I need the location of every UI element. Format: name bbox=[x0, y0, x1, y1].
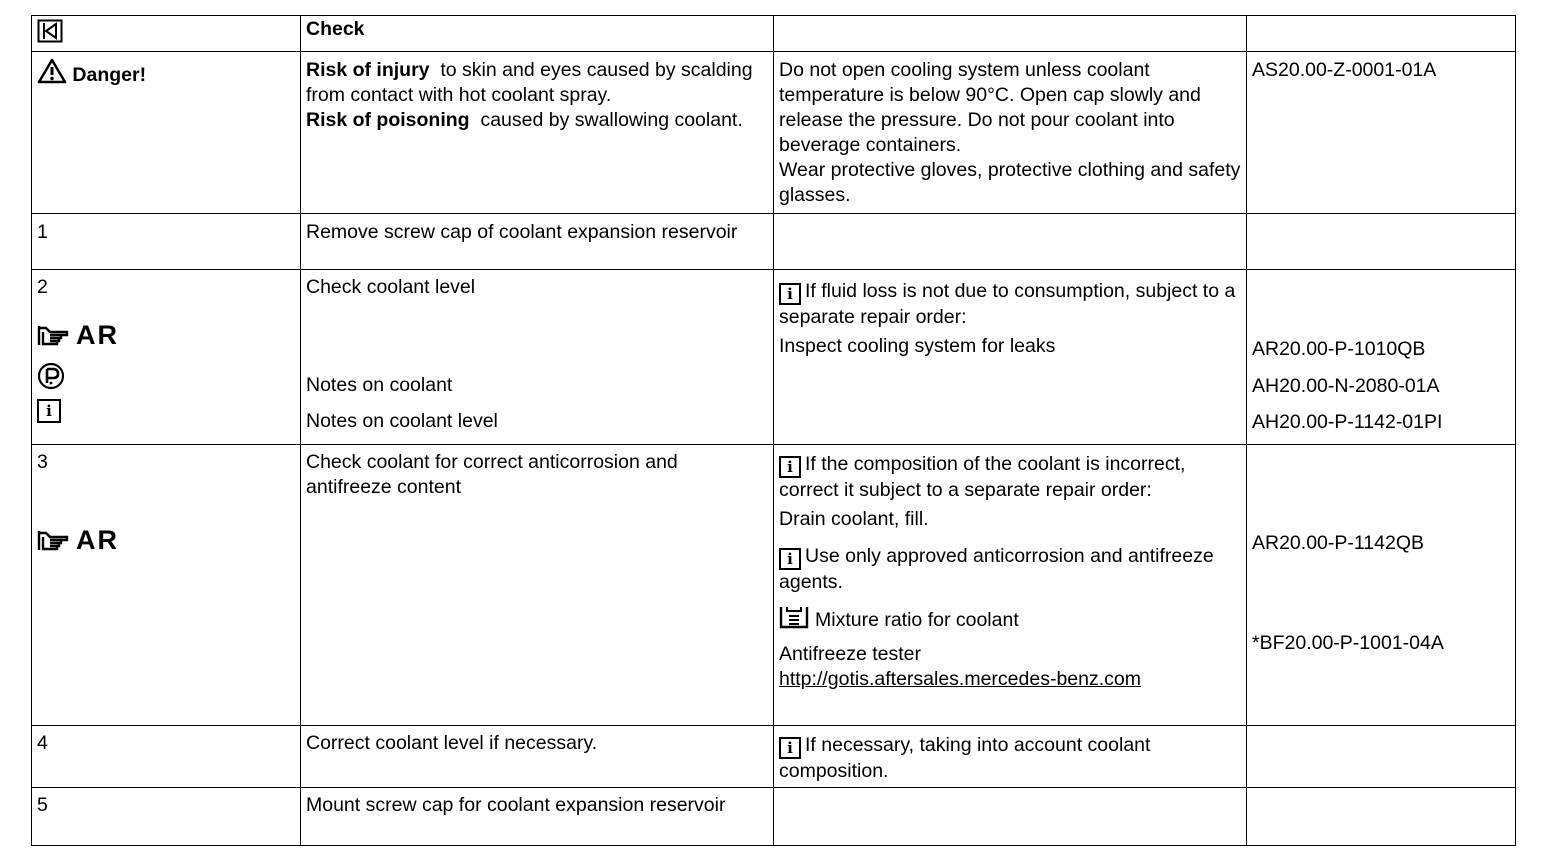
header-col3 bbox=[774, 16, 1247, 52]
step3-note-1: i If the composition of the coolant is incorrect, correct it subject to a separate repair order: bbox=[779, 453, 1186, 501]
step2-col2 bbox=[301, 270, 774, 445]
pointing-hand-icon bbox=[37, 323, 73, 347]
danger-measure-2: Wear protective gloves, protective clothing and safety glasses. bbox=[779, 159, 1241, 206]
step-number: 1 bbox=[32, 214, 301, 270]
ar-text-label: AR bbox=[76, 320, 119, 350]
step-ref-cell bbox=[1247, 726, 1516, 788]
step-note-cell bbox=[774, 214, 1247, 270]
info-icon[interactable]: i bbox=[37, 396, 295, 423]
step-row-3 bbox=[32, 445, 1516, 726]
step2-col3 bbox=[774, 270, 1247, 445]
danger-measure-1: Do not open cooling system unless coolant temperature is below 90°C. Open cap slowly and release the pressure. Do not pour coolant into beverage containers. bbox=[779, 59, 1201, 156]
danger-ref-cell bbox=[1247, 52, 1516, 214]
notes-circle-icon[interactable] bbox=[37, 362, 295, 392]
step-row-4 bbox=[32, 726, 1516, 788]
step-text: Remove screw cap of coolant expansion reservoir bbox=[301, 214, 774, 270]
header-check-label: Check bbox=[306, 18, 365, 40]
step3-col2 bbox=[301, 445, 774, 726]
step-note-cell bbox=[774, 788, 1247, 846]
step-number: 5 bbox=[32, 788, 301, 846]
antifreeze-tester-link[interactable]: http://gotis.aftersales.mercedes-benz.com bbox=[779, 668, 1141, 690]
danger-row bbox=[32, 52, 1516, 214]
antifreeze-tester-label: Antifreeze tester bbox=[779, 643, 921, 665]
info-icon: i bbox=[779, 283, 801, 305]
step4-note: i If necessary, taking into account coolant composition. bbox=[779, 734, 1151, 782]
pointing-hand-icon bbox=[37, 528, 73, 552]
step-number: 3 bbox=[37, 451, 48, 473]
ar-label[interactable] bbox=[37, 525, 119, 555]
warning-triangle-icon bbox=[37, 58, 67, 91]
notes-coolant-ref-link[interactable]: AH20.00-N-2080-01A bbox=[1252, 375, 1440, 397]
step-text: Mount screw cap for coolant expansion reservoir bbox=[301, 788, 774, 846]
step-ref-cell bbox=[1247, 214, 1516, 270]
step-ref-cell bbox=[1247, 788, 1516, 846]
notes-coolant-text: Notes on coolant bbox=[306, 374, 453, 396]
step-text: Check coolant level bbox=[306, 276, 476, 298]
mixture-row: Mixture ratio for coolant bbox=[779, 605, 1241, 636]
header-col2 bbox=[301, 16, 774, 52]
step2-col1 bbox=[32, 270, 301, 445]
header-row bbox=[32, 16, 1516, 52]
info-icon: i bbox=[779, 456, 801, 478]
risk-injury-label: Risk of injury bbox=[306, 59, 430, 81]
back-arrow-icon[interactable] bbox=[37, 19, 63, 50]
notes-level-ref-link[interactable]: AH20.00-P-1142-01PI bbox=[1252, 411, 1443, 433]
ar-label[interactable] bbox=[37, 320, 119, 350]
risk-poisoning-label: Risk of poisoning bbox=[306, 109, 470, 131]
ar-ref-link[interactable]: AR20.00-P-1010QB bbox=[1252, 338, 1426, 360]
risk-poisoning-text: caused by swallowing coolant. bbox=[480, 109, 743, 131]
danger-label: Danger! bbox=[72, 64, 147, 86]
step3-col1 bbox=[32, 445, 301, 726]
info-icon: i bbox=[779, 737, 801, 759]
header-col4 bbox=[1247, 16, 1516, 52]
danger-risk-cell bbox=[301, 52, 774, 214]
step-number: 4 bbox=[32, 726, 301, 788]
step-row-5 bbox=[32, 788, 1516, 846]
procedure-table bbox=[31, 15, 1516, 846]
danger-label-cell bbox=[32, 52, 301, 214]
step3-col3 bbox=[774, 445, 1247, 726]
notes-level-text: Notes on coolant level bbox=[306, 410, 498, 432]
step3-col4 bbox=[1247, 445, 1516, 726]
step2-col4 bbox=[1247, 270, 1516, 445]
step-number: 2 bbox=[37, 276, 48, 298]
ar-text-label: AR bbox=[76, 525, 119, 555]
step3-note-2: i Use only approved anticorrosion and antifreeze agents. bbox=[779, 545, 1214, 593]
step4-col3 bbox=[774, 726, 1247, 788]
risk-injury-text: to skin and eyes caused by scalding from contact with hot coolant spray. bbox=[306, 59, 753, 106]
step-row-2 bbox=[32, 270, 1516, 445]
ar-task-text: Drain coolant, fill. bbox=[779, 508, 929, 530]
data-sheet-icon[interactable] bbox=[779, 605, 809, 636]
ar-task-text: Inspect cooling system for leaks bbox=[779, 335, 1056, 357]
danger-ref-link[interactable]: AS20.00-Z-0001-01A bbox=[1252, 59, 1437, 81]
step2-note: i If fluid loss is not due to consumption, subject to a separate repair order: bbox=[779, 280, 1236, 328]
info-icon: i bbox=[779, 548, 801, 570]
ar-ref-link[interactable]: AR20.00-P-1142QB bbox=[1252, 532, 1424, 554]
step-row-1 bbox=[32, 214, 1516, 270]
step-text: Check coolant for correct anticorrosion and antifreeze content bbox=[306, 451, 678, 498]
mixture-ref-link[interactable]: *BF20.00-P-1001-04A bbox=[1252, 632, 1444, 654]
step-text: Correct coolant level if necessary. bbox=[301, 726, 774, 788]
danger-measures-cell bbox=[774, 52, 1247, 214]
header-col1 bbox=[32, 16, 301, 52]
